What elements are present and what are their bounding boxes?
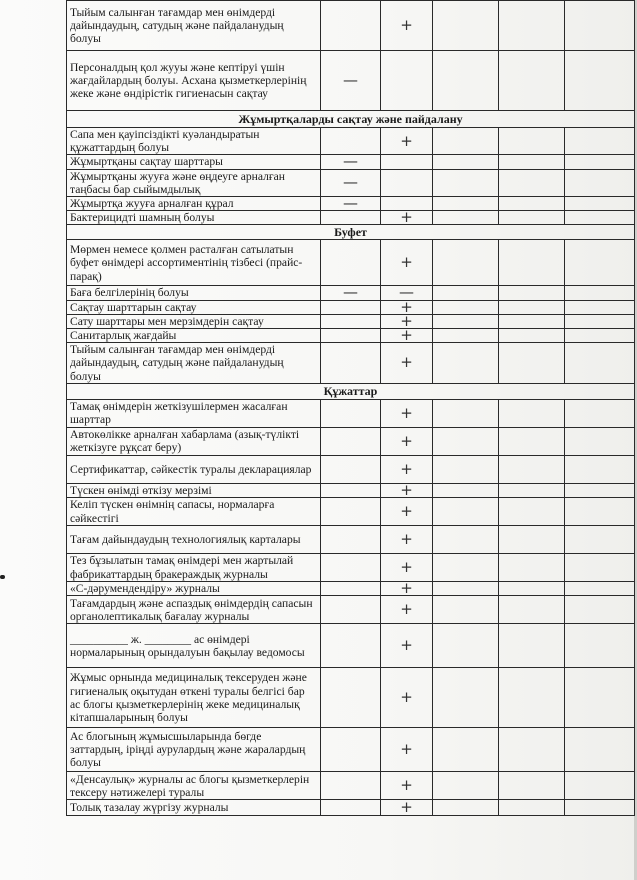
check-cell-3: +: [381, 455, 433, 483]
criterion-text: Бактерицидті шамның болуы: [67, 211, 321, 225]
table-row: [67, 399, 635, 427]
check-cell-3: [381, 169, 433, 196]
empty-cell: [565, 526, 635, 554]
check-cell-2: [321, 128, 381, 155]
table-row: [67, 582, 635, 596]
empty-cell: [433, 1, 499, 51]
empty-cell: [499, 329, 565, 343]
check-cell-2: [321, 1, 381, 51]
empty-cell: [499, 582, 565, 596]
empty-cell: [499, 624, 565, 668]
table-row: [67, 286, 635, 300]
check-cell-2: —: [321, 51, 381, 111]
empty-cell: [499, 240, 565, 286]
check-cell-2: —: [321, 197, 381, 211]
table-row: [67, 772, 635, 800]
criterion-text: Тыйым салынған тағамдар мен өнімдерді дайындаудың, сатудың және пайдаланудың болуы: [67, 1, 321, 51]
table-row: [67, 329, 635, 343]
empty-cell: [433, 128, 499, 155]
empty-cell: [565, 128, 635, 155]
empty-cell: [565, 554, 635, 582]
criterion-text: Тез бұзылатын тамақ өнімдері мен жартылай фабрикаттардың бракераждық журналы: [67, 554, 321, 582]
empty-cell: [499, 526, 565, 554]
empty-cell: [433, 197, 499, 211]
empty-cell: [565, 155, 635, 169]
criterion-text: Жұмыртқаны жууға және өңдеуге арналған таңбасы бар сыйымдылық: [67, 169, 321, 196]
table-row: [67, 1, 635, 51]
section-header-row: [67, 383, 635, 399]
empty-cell: [433, 286, 499, 300]
empty-cell: [433, 526, 499, 554]
criterion-text: «Денсаулық» журналы ас блогы қызметкерлерін тексеру нәтижелері туралы: [67, 772, 321, 800]
check-cell-2: [321, 498, 381, 526]
empty-cell: [499, 155, 565, 169]
empty-cell: [433, 455, 499, 483]
table-row: [67, 211, 635, 225]
empty-cell: [565, 314, 635, 328]
check-cell-3: +: [381, 498, 433, 526]
empty-cell: [499, 728, 565, 772]
empty-cell: [433, 668, 499, 728]
empty-cell: [565, 343, 635, 384]
check-cell-2: [321, 728, 381, 772]
table-row: [67, 483, 635, 497]
table-row: [67, 128, 635, 155]
section-header-row: [67, 225, 635, 240]
empty-cell: [565, 728, 635, 772]
check-cell-3: +: [381, 329, 433, 343]
criterion-text: Санитарлық жағдайы: [67, 329, 321, 343]
criterion-text: Тыйым салынған тағамдар мен өнімдерді дайындаудың, сатудың және пайдаланудың болуы: [67, 343, 321, 384]
empty-cell: [565, 169, 635, 196]
empty-cell: [499, 554, 565, 582]
empty-cell: [565, 596, 635, 624]
table-row: [67, 240, 635, 286]
empty-cell: [565, 772, 635, 800]
check-cell-2: —: [321, 155, 381, 169]
empty-cell: [565, 427, 635, 455]
check-cell-2: [321, 314, 381, 328]
empty-cell: [565, 483, 635, 497]
criterion-text: Түскен өнімді өткізу мерзімі: [67, 483, 321, 497]
criterion-text: Толық тазалау жүргізу журналы: [67, 800, 321, 816]
check-cell-3: [381, 51, 433, 111]
criterion-text: Тағам дайындаудың технологиялық карталары: [67, 526, 321, 554]
empty-cell: [565, 624, 635, 668]
empty-cell: [433, 582, 499, 596]
empty-cell: [499, 455, 565, 483]
table-row: [67, 554, 635, 582]
criterion-text: «С-дәрумендендіру» журналы: [67, 582, 321, 596]
check-cell-2: [321, 800, 381, 816]
empty-cell: [565, 668, 635, 728]
empty-cell: [433, 624, 499, 668]
table-row: [67, 624, 635, 668]
check-cell-2: [321, 596, 381, 624]
empty-cell: [433, 596, 499, 624]
empty-cell: [499, 427, 565, 455]
table-row: [67, 197, 635, 211]
check-cell-2: [321, 427, 381, 455]
empty-cell: [433, 240, 499, 286]
section-title: Жұмыртқаларды сақтау және пайдалану: [67, 111, 635, 128]
check-cell-3: +: [381, 1, 433, 51]
empty-cell: [499, 211, 565, 225]
criterion-text: Тағамдардың және аспаздық өнімдердің сапасын органолептикалық бағалау журналы: [67, 596, 321, 624]
empty-cell: [433, 483, 499, 497]
empty-cell: [499, 800, 565, 816]
criterion-text: Жұмыртқа жууға арналған құрал: [67, 197, 321, 211]
check-cell-2: [321, 772, 381, 800]
check-cell-2: [321, 668, 381, 728]
check-cell-2: [321, 582, 381, 596]
table-row: [67, 455, 635, 483]
criterion-text: Келіп түскен өнімнің сапасы, нормаларға сәйкестігі: [67, 498, 321, 526]
empty-cell: [499, 668, 565, 728]
table-row: [67, 427, 635, 455]
table-row: [67, 800, 635, 816]
check-cell-3: +: [381, 554, 433, 582]
table-row: [67, 314, 635, 328]
check-cell-3: [381, 155, 433, 169]
check-cell-2: [321, 455, 381, 483]
empty-cell: [499, 51, 565, 111]
criterion-text: Тамақ өнімдерін жеткізушілермен жасалған шарттар: [67, 399, 321, 427]
table-row: [67, 668, 635, 728]
criterion-text: Сертификаттар, сәйкестік туралы декларациялар: [67, 455, 321, 483]
criterion-text: Персоналдың қол жуyы және кептіруі үшін жағдайлардың болуы. Асхана қызметкерлерінің жеке және өндірістік гигиенасын сақтау: [67, 51, 321, 111]
check-cell-2: [321, 329, 381, 343]
check-cell-2: [321, 483, 381, 497]
check-cell-3: +: [381, 427, 433, 455]
check-cell-2: [321, 399, 381, 427]
empty-cell: [565, 399, 635, 427]
empty-cell: [433, 329, 499, 343]
check-cell-3: +: [381, 624, 433, 668]
criterion-text: Ас блогының жұмысшыларында бөгде заттардың, іріңді аурулардың және жаралардың болуы: [67, 728, 321, 772]
check-cell-3: +: [381, 300, 433, 314]
check-cell-2: [321, 526, 381, 554]
check-cell-2: —: [321, 169, 381, 196]
empty-cell: [433, 51, 499, 111]
table-row: [67, 498, 635, 526]
table-row: [67, 51, 635, 111]
empty-cell: [433, 343, 499, 384]
table-row: [67, 728, 635, 772]
empty-cell: [433, 155, 499, 169]
section-title: Буфет: [67, 225, 635, 240]
check-cell-3: +: [381, 728, 433, 772]
table-row: [67, 526, 635, 554]
empty-cell: [565, 286, 635, 300]
check-cell-2: [321, 624, 381, 668]
criterion-text: Жұмыс орнында медициналық тексеруден және гигиеналық оқытудан өткені туралы белгісі бар ас блогы қызметкерлерінің жеке медициналық кітапшаларының болуы: [67, 668, 321, 728]
table-row: [67, 300, 635, 314]
check-cell-3: +: [381, 668, 433, 728]
empty-cell: [499, 169, 565, 196]
check-cell-3: +: [381, 800, 433, 816]
empty-cell: [499, 596, 565, 624]
check-cell-2: [321, 300, 381, 314]
inspection-checklist-table: [66, 0, 635, 816]
empty-cell: [565, 300, 635, 314]
check-cell-3: +: [381, 343, 433, 384]
empty-cell: [565, 211, 635, 225]
empty-cell: [565, 800, 635, 816]
criterion-text: Сақтау шарттарын сақтау: [67, 300, 321, 314]
check-cell-2: —: [321, 286, 381, 300]
check-cell-3: +: [381, 596, 433, 624]
check-cell-2: [321, 554, 381, 582]
empty-cell: [565, 455, 635, 483]
empty-cell: [565, 498, 635, 526]
check-cell-3: +: [381, 240, 433, 286]
empty-cell: [433, 211, 499, 225]
empty-cell: [499, 772, 565, 800]
empty-cell: [433, 427, 499, 455]
empty-cell: [433, 399, 499, 427]
check-cell-2: [321, 343, 381, 384]
empty-cell: [499, 343, 565, 384]
criterion-text: Сату шарттары мен мерзімдерін сақтау: [67, 314, 321, 328]
check-cell-3: +: [381, 128, 433, 155]
empty-cell: [499, 286, 565, 300]
check-cell-3: +: [381, 211, 433, 225]
check-cell-2: [321, 211, 381, 225]
section-header-row: [67, 111, 635, 128]
empty-cell: [433, 728, 499, 772]
empty-cell: [433, 498, 499, 526]
empty-cell: [499, 314, 565, 328]
criterion-text: Автокөлікке арналған хабарлама (азық-түлікті жеткізуге рұқсат беру): [67, 427, 321, 455]
check-cell-3: +: [381, 399, 433, 427]
empty-cell: [565, 197, 635, 211]
empty-cell: [565, 1, 635, 51]
empty-cell: [565, 51, 635, 111]
binding-hole-mark: [0, 575, 5, 579]
check-cell-3: —: [381, 286, 433, 300]
empty-cell: [433, 800, 499, 816]
criterion-text: __________ ж. ________ ас өнімдері нормаларының орындалуын бақылау ведомосы: [67, 624, 321, 668]
empty-cell: [565, 329, 635, 343]
empty-cell: [499, 300, 565, 314]
check-cell-3: +: [381, 772, 433, 800]
table-row: [67, 596, 635, 624]
check-cell-3: +: [381, 582, 433, 596]
check-cell-2: [321, 240, 381, 286]
check-cell-3: +: [381, 314, 433, 328]
criterion-text: Жұмыртқаны сақтау шарттары: [67, 155, 321, 169]
criterion-text: Баға белгілерінің болуы: [67, 286, 321, 300]
section-title: Құжаттар: [67, 383, 635, 399]
table-row: [67, 155, 635, 169]
empty-cell: [499, 197, 565, 211]
empty-cell: [499, 498, 565, 526]
empty-cell: [499, 1, 565, 51]
empty-cell: [499, 399, 565, 427]
check-cell-3: [381, 197, 433, 211]
empty-cell: [433, 169, 499, 196]
criterion-text: Мөрмен немесе қолмен расталған сатылатын буфет өнімдері ассортиментінің тізбесі (прайс-парақ): [67, 240, 321, 286]
table-row: [67, 169, 635, 196]
criterion-text: Сапа мен қауіпсіздікті куәландыратын құжаттардың болуы: [67, 128, 321, 155]
check-cell-3: +: [381, 526, 433, 554]
empty-cell: [499, 128, 565, 155]
empty-cell: [565, 582, 635, 596]
empty-cell: [499, 483, 565, 497]
check-cell-3: +: [381, 483, 433, 497]
empty-cell: [433, 300, 499, 314]
empty-cell: [433, 554, 499, 582]
empty-cell: [433, 772, 499, 800]
table-row: [67, 343, 635, 384]
empty-cell: [433, 314, 499, 328]
empty-cell: [565, 240, 635, 286]
